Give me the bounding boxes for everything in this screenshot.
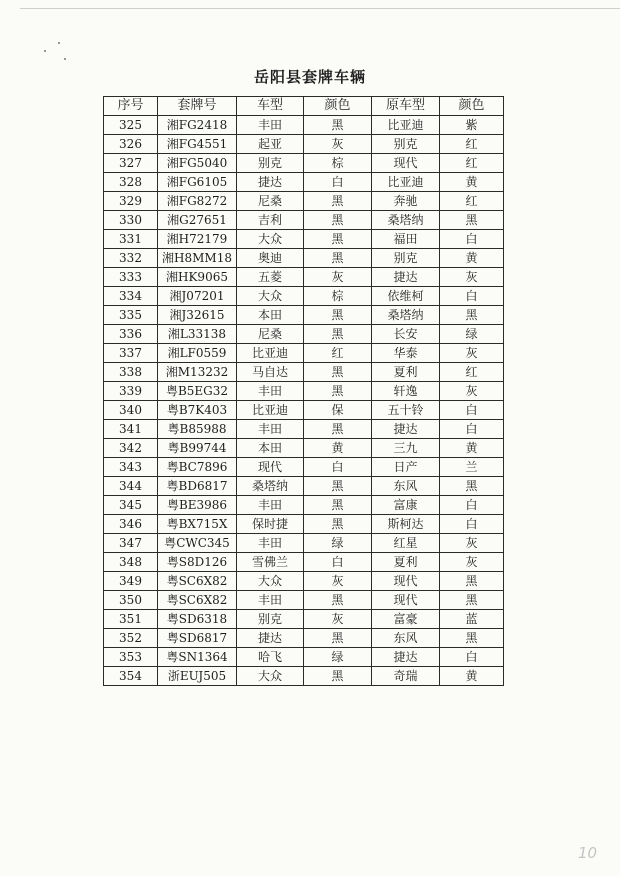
cell-fake-plate: 粤CWC345 [158, 534, 237, 553]
cell-model: 本田 [237, 439, 304, 458]
cell-index: 326 [104, 135, 158, 154]
cell-index: 347 [104, 534, 158, 553]
cell-original-model: 夏利 [372, 553, 440, 572]
cell-color: 白 [304, 553, 372, 572]
cell-original-model: 夏利 [372, 363, 440, 382]
cell-color: 黄 [304, 439, 372, 458]
cell-original-color: 黑 [440, 306, 504, 325]
cell-color: 黑 [304, 325, 372, 344]
cell-color: 黑 [304, 211, 372, 230]
cell-original-color: 白 [440, 287, 504, 306]
cell-original-color: 绿 [440, 325, 504, 344]
cell-fake-plate: 湘J32615 [158, 306, 237, 325]
cell-original-model: 别克 [372, 249, 440, 268]
cell-color: 黑 [304, 230, 372, 249]
cell-index: 348 [104, 553, 158, 572]
cell-model: 马自达 [237, 363, 304, 382]
cell-original-model: 斯柯达 [372, 515, 440, 534]
table-row [104, 458, 504, 477]
cell-index: 335 [104, 306, 158, 325]
table-row [104, 249, 504, 268]
cell-original-color: 黄 [440, 667, 504, 686]
cell-fake-plate: 粤S8D126 [158, 553, 237, 572]
cell-color: 黑 [304, 116, 372, 135]
header-model: 车型 [237, 97, 304, 116]
table-row [104, 629, 504, 648]
cell-original-model: 比亚迪 [372, 173, 440, 192]
cell-original-model: 富豪 [372, 610, 440, 629]
cell-index: 344 [104, 477, 158, 496]
table-row [104, 572, 504, 591]
cell-color: 棕 [304, 287, 372, 306]
cell-fake-plate: 粤B99744 [158, 439, 237, 458]
cell-original-model: 长安 [372, 325, 440, 344]
cell-fake-plate: 粤SD6318 [158, 610, 237, 629]
cell-original-color: 黄 [440, 439, 504, 458]
cell-index: 330 [104, 211, 158, 230]
cell-index: 343 [104, 458, 158, 477]
cell-original-color: 黑 [440, 211, 504, 230]
cell-original-model: 日产 [372, 458, 440, 477]
cell-index: 353 [104, 648, 158, 667]
cell-original-model: 东风 [372, 629, 440, 648]
header-color: 颜色 [304, 97, 372, 116]
cell-model: 别克 [237, 154, 304, 173]
table-row [104, 211, 504, 230]
cell-original-model: 捷达 [372, 268, 440, 287]
table-row [104, 287, 504, 306]
header-index: 序号 [104, 97, 158, 116]
cell-color: 黑 [304, 382, 372, 401]
cell-index: 332 [104, 249, 158, 268]
vehicle-table [103, 96, 504, 686]
cell-original-color: 蓝 [440, 610, 504, 629]
scan-speck [64, 58, 66, 60]
cell-color: 黑 [304, 363, 372, 382]
cell-color: 黑 [304, 667, 372, 686]
cell-original-color: 白 [440, 648, 504, 667]
table-row [104, 610, 504, 629]
scan-speck [44, 50, 46, 52]
cell-original-model: 五十铃 [372, 401, 440, 420]
cell-fake-plate: 粤SN1364 [158, 648, 237, 667]
cell-original-color: 兰 [440, 458, 504, 477]
cell-fake-plate: 粤B5EG32 [158, 382, 237, 401]
table-row [104, 553, 504, 572]
cell-model: 桑塔纳 [237, 477, 304, 496]
cell-color: 黑 [304, 477, 372, 496]
scan-edge-line [20, 8, 620, 9]
cell-original-model: 红星 [372, 534, 440, 553]
cell-model: 丰田 [237, 382, 304, 401]
cell-original-model: 奇瑞 [372, 667, 440, 686]
table-row [104, 268, 504, 287]
cell-color: 绿 [304, 648, 372, 667]
cell-color: 黑 [304, 496, 372, 515]
cell-original-color: 白 [440, 420, 504, 439]
cell-model: 现代 [237, 458, 304, 477]
cell-fake-plate: 粤BE3986 [158, 496, 237, 515]
cell-index: 345 [104, 496, 158, 515]
cell-model: 丰田 [237, 496, 304, 515]
cell-color: 灰 [304, 135, 372, 154]
cell-original-color: 黑 [440, 591, 504, 610]
table-body [104, 116, 504, 686]
cell-original-model: 三九 [372, 439, 440, 458]
cell-fake-plate: 湘L33138 [158, 325, 237, 344]
cell-model: 大众 [237, 287, 304, 306]
cell-color: 绿 [304, 534, 372, 553]
cell-fake-plate: 湘FG2418 [158, 116, 237, 135]
table-row [104, 439, 504, 458]
cell-model: 大众 [237, 572, 304, 591]
cell-model: 雪佛兰 [237, 553, 304, 572]
cell-original-color: 黑 [440, 572, 504, 591]
cell-original-color: 黑 [440, 477, 504, 496]
cell-color: 黑 [304, 249, 372, 268]
cell-original-color: 紫 [440, 116, 504, 135]
cell-color: 黑 [304, 306, 372, 325]
cell-model: 丰田 [237, 591, 304, 610]
cell-original-color: 白 [440, 230, 504, 249]
cell-fake-plate: 粤B7K403 [158, 401, 237, 420]
cell-model: 尼桑 [237, 192, 304, 211]
table-row [104, 135, 504, 154]
cell-original-color: 黄 [440, 249, 504, 268]
cell-fake-plate: 粤BX715X [158, 515, 237, 534]
cell-model: 本田 [237, 306, 304, 325]
cell-model: 五菱 [237, 268, 304, 287]
cell-color: 黑 [304, 515, 372, 534]
cell-original-color: 白 [440, 401, 504, 420]
cell-color: 灰 [304, 268, 372, 287]
cell-original-model: 轩逸 [372, 382, 440, 401]
cell-original-color: 黄 [440, 173, 504, 192]
cell-model: 尼桑 [237, 325, 304, 344]
table-row [104, 325, 504, 344]
cell-index: 338 [104, 363, 158, 382]
cell-color: 棕 [304, 154, 372, 173]
cell-original-model: 别克 [372, 135, 440, 154]
cell-fake-plate: 湘HK9065 [158, 268, 237, 287]
cell-index: 349 [104, 572, 158, 591]
cell-model: 丰田 [237, 116, 304, 135]
cell-color: 红 [304, 344, 372, 363]
cell-index: 352 [104, 629, 158, 648]
cell-model: 奥迪 [237, 249, 304, 268]
cell-index: 328 [104, 173, 158, 192]
header-original-model: 原车型 [372, 97, 440, 116]
cell-original-model: 比亚迪 [372, 116, 440, 135]
cell-original-model: 华泰 [372, 344, 440, 363]
cell-model: 保时捷 [237, 515, 304, 534]
cell-fake-plate: 湘LF0559 [158, 344, 237, 363]
table-row [104, 534, 504, 553]
cell-model: 别克 [237, 610, 304, 629]
cell-original-color: 红 [440, 363, 504, 382]
cell-original-color: 灰 [440, 268, 504, 287]
cell-color: 黑 [304, 420, 372, 439]
cell-original-model: 现代 [372, 591, 440, 610]
cell-original-color: 灰 [440, 534, 504, 553]
cell-fake-plate: 湘H8MM18 [158, 249, 237, 268]
cell-fake-plate: 粤BC7896 [158, 458, 237, 477]
cell-fake-plate: 粤B85988 [158, 420, 237, 439]
cell-color: 灰 [304, 610, 372, 629]
cell-index: 342 [104, 439, 158, 458]
cell-color: 白 [304, 173, 372, 192]
cell-index: 331 [104, 230, 158, 249]
cell-original-model: 捷达 [372, 648, 440, 667]
table-row [104, 477, 504, 496]
cell-original-model: 东风 [372, 477, 440, 496]
cell-fake-plate: 浙EUJ505 [158, 667, 237, 686]
cell-fake-plate: 湘H72179 [158, 230, 237, 249]
cell-original-model: 福田 [372, 230, 440, 249]
cell-original-model: 依维柯 [372, 287, 440, 306]
cell-index: 341 [104, 420, 158, 439]
cell-original-color: 红 [440, 135, 504, 154]
header-fake-plate: 套牌号 [158, 97, 237, 116]
table-row [104, 306, 504, 325]
table-row [104, 116, 504, 135]
cell-index: 327 [104, 154, 158, 173]
cell-original-color: 红 [440, 154, 504, 173]
table-row [104, 363, 504, 382]
cell-index: 337 [104, 344, 158, 363]
cell-model: 丰田 [237, 420, 304, 439]
cell-model: 大众 [237, 667, 304, 686]
cell-fake-plate: 湘G27651 [158, 211, 237, 230]
table-row [104, 192, 504, 211]
cell-original-model: 捷达 [372, 420, 440, 439]
table-row [104, 515, 504, 534]
cell-index: 334 [104, 287, 158, 306]
cell-index: 329 [104, 192, 158, 211]
cell-index: 354 [104, 667, 158, 686]
cell-model: 比亚迪 [237, 344, 304, 363]
cell-fake-plate: 湘M13232 [158, 363, 237, 382]
cell-original-color: 白 [440, 496, 504, 515]
cell-index: 346 [104, 515, 158, 534]
header-original-color: 颜色 [440, 97, 504, 116]
cell-index: 340 [104, 401, 158, 420]
cell-model: 吉利 [237, 211, 304, 230]
cell-model: 大众 [237, 230, 304, 249]
cell-model: 捷达 [237, 629, 304, 648]
table-row [104, 154, 504, 173]
cell-color: 黑 [304, 629, 372, 648]
table-row [104, 382, 504, 401]
cell-original-color: 灰 [440, 344, 504, 363]
table-header-row [104, 97, 504, 116]
cell-fake-plate: 湘FG6105 [158, 173, 237, 192]
cell-original-model: 富康 [372, 496, 440, 515]
cell-color: 黑 [304, 591, 372, 610]
cell-original-color: 灰 [440, 382, 504, 401]
table-row [104, 173, 504, 192]
page-number: 10 [578, 844, 598, 862]
cell-color: 黑 [304, 192, 372, 211]
scan-speck [58, 42, 60, 44]
table-row [104, 648, 504, 667]
cell-index: 336 [104, 325, 158, 344]
cell-index: 351 [104, 610, 158, 629]
cell-color: 白 [304, 458, 372, 477]
cell-color: 保 [304, 401, 372, 420]
cell-model: 比亚迪 [237, 401, 304, 420]
cell-fake-plate: 湘FG8272 [158, 192, 237, 211]
cell-index: 333 [104, 268, 158, 287]
cell-original-model: 现代 [372, 154, 440, 173]
cell-original-color: 黑 [440, 629, 504, 648]
table-row [104, 667, 504, 686]
cell-fake-plate: 湘FG4551 [158, 135, 237, 154]
table-row [104, 591, 504, 610]
cell-model: 哈飞 [237, 648, 304, 667]
cell-original-model: 桑塔纳 [372, 211, 440, 230]
cell-fake-plate: 粤SD6817 [158, 629, 237, 648]
cell-model: 捷达 [237, 173, 304, 192]
document-title: 岳阳县套牌车辆 [253, 68, 366, 86]
cell-original-model: 桑塔纳 [372, 306, 440, 325]
cell-fake-plate: 粤SC6X82 [158, 591, 237, 610]
cell-original-model: 奔驰 [372, 192, 440, 211]
cell-model: 丰田 [237, 534, 304, 553]
cell-color: 灰 [304, 572, 372, 591]
cell-index: 325 [104, 116, 158, 135]
cell-original-color: 白 [440, 515, 504, 534]
table-row [104, 230, 504, 249]
cell-fake-plate: 粤BD6817 [158, 477, 237, 496]
cell-fake-plate: 湘FG5040 [158, 154, 237, 173]
table-row [104, 496, 504, 515]
table-row [104, 344, 504, 363]
table-row [104, 420, 504, 439]
cell-index: 339 [104, 382, 158, 401]
table-row [104, 401, 504, 420]
cell-fake-plate: 湘J07201 [158, 287, 237, 306]
cell-index: 350 [104, 591, 158, 610]
cell-original-model: 现代 [372, 572, 440, 591]
cell-original-color: 红 [440, 192, 504, 211]
cell-fake-plate: 粤SC6X82 [158, 572, 237, 591]
cell-model: 起亚 [237, 135, 304, 154]
cell-original-color: 灰 [440, 553, 504, 572]
